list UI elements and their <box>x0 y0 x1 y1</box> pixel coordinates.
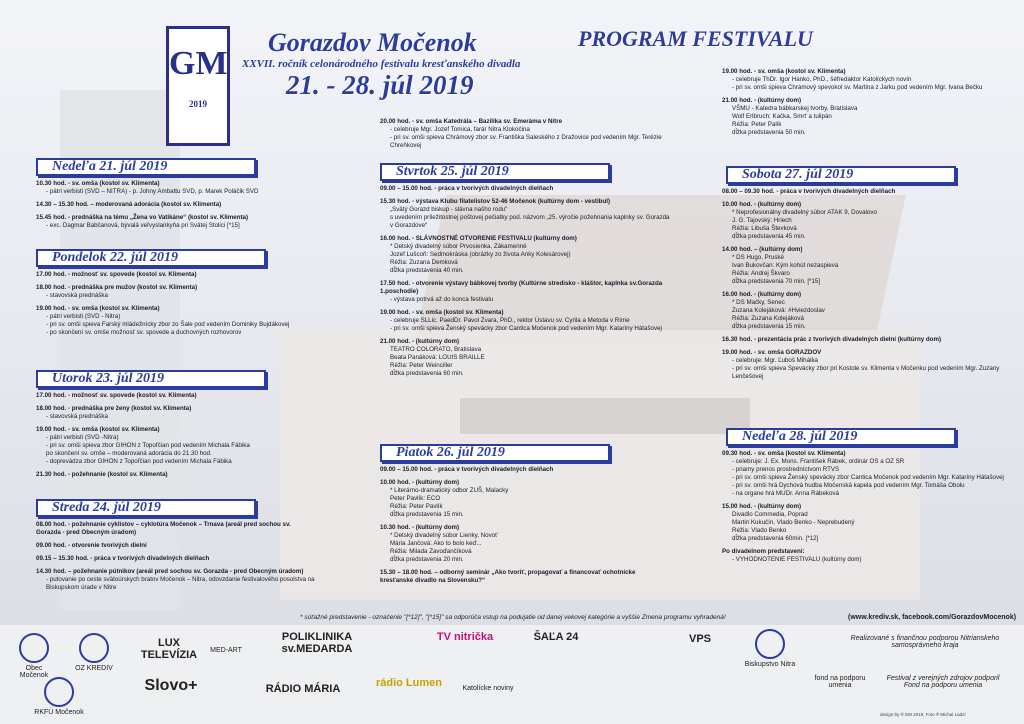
event-heading: 21.00 hod. - (kultúrny dom) <box>380 338 460 345</box>
footer-web: (www.krediv.sk, facebook.com/GorazdovMocenok) <box>848 614 1017 621</box>
event-item <box>36 271 316 279</box>
event-item <box>36 305 316 337</box>
day-events-wednesday-24 <box>36 521 316 597</box>
event-detail: dĺžka predstavenia 45 min. <box>732 233 806 240</box>
day-events-thursday-25 <box>380 185 670 383</box>
event-detail: - na organe hrá MUDr. Anna Rábeková <box>732 490 839 497</box>
day-events-wednesday-cont <box>380 118 670 155</box>
logo-vps: VPS <box>688 633 711 645</box>
day-events-monday-22 <box>36 271 316 342</box>
event-item <box>722 246 1012 286</box>
event-heading: 18.00 hod. - prednáška pre mužov (kostol sv. Klimenta) <box>36 284 198 291</box>
event-detail: Peter Pavlík: ECO <box>390 495 441 502</box>
event-detail: VŠMU - Katedra bábkarskej tvorby, Bratislava <box>732 105 858 112</box>
event-detail: „Svätý Gorazd biskup - slávna našho rodu“ <box>390 206 508 213</box>
day-events-friday-cont <box>722 68 1012 142</box>
event-item <box>36 542 316 550</box>
event-detail: - pátri verbisti (SVD -Nitra) <box>46 434 119 441</box>
event-detail: Réžia: Zuzana Kolejáková <box>732 315 804 322</box>
event-heading: 09.30 hod. - sv. omša (kostol sv. Klimenta) <box>722 450 846 457</box>
event-item <box>380 466 670 474</box>
event-detail: J. G. Tajovský: Hriech <box>732 217 792 224</box>
event-item <box>36 568 316 592</box>
event-heading: 09.15 – 15.30 hod. - práca v tvorivých divadelných dielňach <box>36 555 210 562</box>
event-item <box>722 97 1012 137</box>
logo-year: 2019 <box>189 99 207 109</box>
logo-radio-lumen: rádio Lumen <box>375 677 442 689</box>
event-heading: 21.30 hod. - požehnanie (kostol sv. Klimenta) <box>36 471 168 478</box>
event-heading: 09.00 hod. - otvorenie tvorivých dielní <box>36 542 147 549</box>
event-item <box>722 188 1012 196</box>
event-detail: - VYHODNOTENIE FESTIVALU (kultúrny dom) <box>732 556 862 563</box>
event-heading: 15.45 hod. - prednáška na tému „Žena vo Vatikáne“ (kostol sv. Klimenta) <box>36 214 249 221</box>
event-detail: - pátri verbisti (SVD – NITRA) - p. Johny Ambattu SVD, p. Marek Poláčik SVD <box>46 188 259 195</box>
festival-logo <box>166 26 230 146</box>
event-detail: Réžia: Peter Pavlík <box>390 503 443 510</box>
event-detail: Réžia: Zuzana Demková <box>390 259 458 266</box>
event-item <box>380 118 670 150</box>
day-header-thursday-25: Štvrtok 25. júl 2019 <box>380 163 610 181</box>
event-heading: 14.30 hod. – požehnanie pútnikov (areál pred sochou sv. Gorazda - pred Obecným úradom) <box>36 568 304 575</box>
day-header-wednesday-24: Streda 24. júl 2019 <box>36 499 256 517</box>
festival-title: Gorazdov Močenok <box>268 28 477 57</box>
coat-of-arms-icon <box>755 629 785 659</box>
event-item <box>380 569 670 585</box>
event-detail: Réžia: Peter Weinciller <box>390 362 453 369</box>
event-detail: Martin Kukučín, Vlado Benko - Neprebudený <box>732 519 855 526</box>
event-detail: TEATRO COLORATO, Bratislava <box>390 346 482 353</box>
event-item <box>380 338 670 378</box>
event-detail: dĺžka predstavenia 40 min. <box>390 267 464 274</box>
logo-label: Biskupstvo Nitra <box>744 661 796 668</box>
event-detail: - pri sv. omši spieva zbor GIHON z Topoľčian pod vedením Michala Fábika <box>46 442 250 449</box>
event-heading: 21.00 hod. - (kultúrny dom) <box>722 97 802 104</box>
logo-sala24: ŠAĽA 24 <box>533 631 579 643</box>
event-detail: - priamy prenos prostredníctvom RTVS <box>732 466 840 473</box>
event-detail: po skončení sv. omše – moderovaná adorácia do 21.30 hod. <box>46 450 212 457</box>
logo-poliklinika: POLIKLINIKA sv.MEDARDA <box>281 631 353 655</box>
logo-katolicke-noviny: Katolícke noviny <box>462 685 514 692</box>
event-detail: - celebruje SLLic. PaedDr. Pavol Zvara, PhD., rektor Ústavu sv. Cyrila a Metoda v Ríme <box>390 317 630 324</box>
event-item <box>722 291 1012 331</box>
event-detail: dĺžka predstavenia 15 min. <box>732 323 806 330</box>
event-item <box>36 201 316 209</box>
logo-label: RKFÚ Močenok <box>34 709 84 716</box>
logo-rkfu <box>34 677 84 716</box>
event-heading: 18.00 hod. - prednáška pre ženy (kostol sv. Klimenta) <box>36 405 192 412</box>
event-item <box>722 548 1012 564</box>
event-heading: 20.00 hod. - sv. omša Katedrála – Bazilika sv. Emeráma v Nitre <box>380 118 563 125</box>
event-detail: Réžia: Libuša Števková <box>732 225 797 232</box>
event-detail: - pri sv. omši spieva Spevácky zbor pri Kostole sv. Klimenta v Močenku pod vedením Mgr. Zuzany Lenčešovej <box>732 365 1000 380</box>
event-heading: 08.00 – 09.30 hod. - práca v tvorivých divadelných dielňach <box>722 188 896 195</box>
logo-medart: MED-ART <box>210 647 242 654</box>
logo-lux: LUX TELEVÍZIA <box>140 637 198 661</box>
event-item <box>380 309 670 333</box>
event-heading: 09.00 – 15.00 hod. - práca v tvorivých divadelných dielňach <box>380 185 554 192</box>
event-detail: Divadlo Commedia, Poprad <box>732 511 808 518</box>
event-heading: 14.30 – 15.30 hod. – moderovaná adorácia (kostol sv. Klimenta) <box>36 201 222 208</box>
event-detail: dĺžka predstavenia 15 min. <box>390 511 464 518</box>
event-detail: * Neprofesionálny divadelný súbor ATAK 9, Dovalovo <box>732 209 877 216</box>
event-item <box>36 180 316 196</box>
event-heading: 10.00 hod. - (kultúrny dom) <box>722 201 802 208</box>
event-heading: 19.00 hod. - sv. omša (kostol sv. Klimenta) <box>36 305 160 312</box>
event-detail: Mária Jančová: Ako to bolo keď... <box>390 540 482 547</box>
event-detail: * Literárno-dramatický odbor ZUŠ, Malacky <box>390 487 509 494</box>
event-detail: * DS Mačky, Senec <box>732 299 785 306</box>
event-item <box>722 201 1012 241</box>
day-header-sunday-21: Nedeľa 21. júl 2019 <box>36 158 256 176</box>
event-heading: Po divadelnom predstavení: <box>722 548 805 555</box>
event-detail: s uvedením príležitostnej poštovej pečiatky pod. názvom „25. výročie požehnania kaplnky sv. Gorazda v Gorazdove“ <box>390 214 670 229</box>
event-detail: - pri sv. omši spieva Farský mládežnícky zbor zo Šale pod vedením Dominiky Bujdákovej <box>46 321 290 328</box>
event-item <box>36 405 316 421</box>
logo-fond-umenia: fond na podporu umenia <box>814 675 866 689</box>
logo-label: OZ KREDIV <box>75 665 113 672</box>
event-detail: - pátri verbisti (SVD - Nitra) <box>46 313 121 320</box>
event-item <box>722 68 1012 92</box>
day-header-sunday-28: Nedeľa 28. júl 2019 <box>726 428 956 446</box>
logo-nsk-note: Realizované s finančnou podporou Nitrianskeho samosprávneho kraja <box>850 635 1000 649</box>
event-heading: 10.30 hod. - (kultúrny dom) <box>380 524 460 531</box>
event-heading: 17.00 hod. - možnosť sv. spovede (kostol sv. Klimenta) <box>36 271 197 278</box>
event-item <box>380 235 670 275</box>
footer-note <box>300 614 726 621</box>
event-item <box>36 521 316 537</box>
event-detail: - exc. Dagmar Babčanová, bývalá veľvyslankyňa pri Svätej Stolici [*15] <box>46 222 240 229</box>
logo-biskupstvo <box>740 629 800 668</box>
logo-obec-mocenok <box>14 633 54 679</box>
event-heading: 16.00 hod. - (kultúrny dom) <box>722 291 802 298</box>
event-detail: - pri sv. omši spieva Chrámový zbor sv. Františka Saleského z Dražovice pod vedením Mgr. Terézie Chreňkovej <box>390 134 662 149</box>
event-detail: - pri sv. omši hrá Dychová hudba Močenská kapela pod vedením Mgr. Tomáša Obolu <box>732 482 965 489</box>
event-detail: - po skončení sv. omše možnosť sv. spovede a duchovných rozhovorov <box>46 329 242 336</box>
event-detail: - celebruje ThDr. Igor Hanko, PhD., šéfredaktor Katolíckych novín <box>732 76 912 83</box>
event-detail: - celebruje: Mgr. Ľuboš Mihálka <box>732 357 818 364</box>
event-item <box>722 503 1012 543</box>
krediv-icon <box>79 633 109 663</box>
day-events-sunday-21 <box>36 180 316 235</box>
design-credit: design by ® EM 2019, Foto ® Michal Ladzí <box>880 712 966 717</box>
event-detail: - stavovská prednáška <box>46 292 108 299</box>
event-heading: 19.00 hod. - sv. omša (kostol sv. Klimenta) <box>36 426 160 433</box>
event-detail: - putovanie po ceste svätoúrskych bratov Močenok – Nitra, odovzdanie festivalového posolstva na Biskupskom úrade v Nitre <box>46 576 315 591</box>
logo-radio-maria: RÁDIO MÁRIA <box>265 683 341 695</box>
event-heading: 15.00 hod. - (kultúrny dom) <box>722 503 802 510</box>
logo-slovo: Slovo+ <box>144 677 198 694</box>
festival-subtitle: XXVII. ročník celonárodného festivalu kresťanského divadla <box>242 58 521 70</box>
event-detail: * Detský divadelný súbor Prvosienka, Zákamenné <box>390 243 527 250</box>
logo-monogram: GM <box>169 45 228 82</box>
event-item <box>36 555 316 563</box>
event-heading: 08.00 hod. - požehnanie cyklistov – cyklotúra Močenok – Trnava (areál pred sochou sv. Gorazda - pred Obecným úradom) <box>36 521 291 536</box>
event-detail: Jozef Lušcoň: Sedmokráska (obrázky zo života Anky Kolesárovej) <box>390 251 571 258</box>
event-detail: - celebruje Mgr. Jozef Tomica, farár Nitra Klokočina <box>390 126 530 133</box>
festival-banner <box>460 398 750 434</box>
day-header-tuesday-23: Utorok 23. júl 2019 <box>36 370 266 388</box>
event-item <box>36 392 316 400</box>
event-detail: dĺžka predstavenia 20 min. <box>390 556 464 563</box>
event-item <box>380 524 670 564</box>
event-heading: 09.00 – 15.00 hod. - práca v tvorivých divadelných dielňach <box>380 466 554 473</box>
event-item <box>722 349 1012 381</box>
event-item <box>380 198 670 230</box>
event-detail: Réžia: Milada Zavoďančíková <box>390 548 472 555</box>
event-heading: 15.30 – 18.00 hod. – odborný seminár „Ako tvoriť, propagovať a financovať ochotnícke kresťanské divadlo na Slovensku?“ <box>380 569 636 584</box>
event-heading: 17.00 hod. - možnosť sv. spovede (kostol sv. Klimenta) <box>36 392 197 399</box>
event-detail: - pri sv. omši spieva Chrámový spevokol sv. Martina z Jarku pod vedením Mgr. Ivana Bečku <box>732 84 983 91</box>
event-item <box>36 471 316 479</box>
event-detail: Réžia: Vlado Benko <box>732 527 787 534</box>
event-heading: 16.00 hod. - SLÁVNOSTNÉ OTVORENIE FESTIVALU (kultúrny dom) <box>380 235 577 242</box>
event-detail: Zuzana Kolejáková: #Hviezdoslav <box>732 307 825 314</box>
event-item <box>380 185 670 193</box>
program-title: PROGRAM FESTIVALU <box>578 26 813 51</box>
logo-fond-note: Festival z verejných zdrojov podporil Fond na podporu umenia <box>886 675 1000 689</box>
event-detail: Réžia: Andrej Škvaro <box>732 270 790 277</box>
event-heading: 19.00 hod. - sv. omša (kostol sv. Klimenta) <box>722 68 846 75</box>
coat-of-arms-icon <box>19 633 49 663</box>
event-heading: 16.30 hod. - prezentácia prác z tvorivých divadelných dielní (kultúrny dom) <box>722 336 942 343</box>
event-item <box>722 336 1012 344</box>
event-detail: - pri sv. omši spieva Ženský spevácky zbor Cantica Močenok pod vedením Mgr. Kataríny Hátašovej <box>732 474 1004 481</box>
event-detail: - stavovská prednáška <box>46 413 108 420</box>
event-detail: - doprevádza zbor GIHON z Topoľčian pod vedením Michala Fábika <box>46 458 232 465</box>
event-item <box>380 280 670 304</box>
event-heading: 10.00 hod. - (kultúrny dom) <box>380 479 460 486</box>
festival-dates: 21. - 28. júl 2019 <box>286 70 474 100</box>
event-heading: 19.00 hod. - sv. omša (kostol sv. Klimenta) <box>380 309 504 316</box>
day-events-sunday-28 <box>722 450 1012 569</box>
event-detail: Beata Panáková: LOUIS BRAILLE <box>390 354 485 361</box>
event-heading: 14.00 hod. – (kultúrny dom) <box>722 246 803 253</box>
footer-note-text: * súťažné predstavenie - označenie "[*12]", "[*15]" sa odporúča vstup na podujatie od danej vekovej kategórie a vyššie Zmena programu vyhradená! <box>300 614 726 621</box>
logo-oz-krediv <box>64 633 124 672</box>
event-item <box>36 426 316 466</box>
event-detail: * Detský divadelný súbor Lienky, Novoť <box>390 532 498 539</box>
day-events-friday-26 <box>380 466 670 590</box>
event-detail: Réžia: Peter Palík <box>732 121 782 128</box>
day-header-saturday-27: Sobota 27. júl 2019 <box>726 166 956 184</box>
event-detail: Wolf Erlbruch: Kačka, Smrť a tulipán <box>732 113 832 120</box>
event-item <box>722 450 1012 498</box>
event-detail: * DS Hugo, Pruské <box>732 254 784 261</box>
event-detail: dĺžka predstavenia 60min. [*12] <box>732 535 819 542</box>
coat-of-arms-icon <box>44 677 74 707</box>
event-detail: Ivan Bukovčan: Kým kohút nezaspieva <box>732 262 839 269</box>
event-detail: - pri sv. omši spieva Ženský spevácky zbor Cantica Močenok pod vedením Mgr. Kataríny Hátašovej <box>390 325 662 332</box>
event-heading: 15.30 hod. - výstava Klubu filatelistov 52-46 Močenok (kultúrny dom - vestibul) <box>380 198 611 205</box>
logo-label: Obec Močenok <box>19 665 49 679</box>
event-detail: dĺžka predstavenia 70 min. [*15] <box>732 278 821 285</box>
event-item <box>36 284 316 300</box>
event-detail: - celebruje: J. Ex. Mons. František Rábek, ordinár OS a OZ SR <box>732 458 905 465</box>
event-detail: dĺžka predstavenia 50 min. <box>732 129 806 136</box>
event-heading: 19.00 hod. - sv. omša GORAZDOV <box>722 349 822 356</box>
event-heading: 17.50 hod. - otvorenie výstavy bábkovej tvorby (Kultúrne stredisko - kláštor, kaplnka sv.Gorazda 1.poschodie) <box>380 280 663 295</box>
event-detail: - výstava potrvá až do konca festivalu <box>390 296 494 303</box>
event-item <box>380 479 670 519</box>
day-header-friday-26: Piatok 26. júl 2019 <box>380 444 610 462</box>
day-events-saturday-27 <box>722 188 1012 386</box>
event-item <box>36 214 316 230</box>
day-header-monday-22: Pondelok 22. júl 2019 <box>36 249 266 267</box>
day-events-tuesday-23 <box>36 392 316 484</box>
sponsor-logos <box>0 625 1024 724</box>
event-heading: 10.30 hod. - sv. omša (kostol sv. Klimenta) <box>36 180 160 187</box>
event-detail: dĺžka predstavenia 60 min. <box>390 370 464 377</box>
logo-tv-nitricka: TV nitrička <box>436 631 494 643</box>
